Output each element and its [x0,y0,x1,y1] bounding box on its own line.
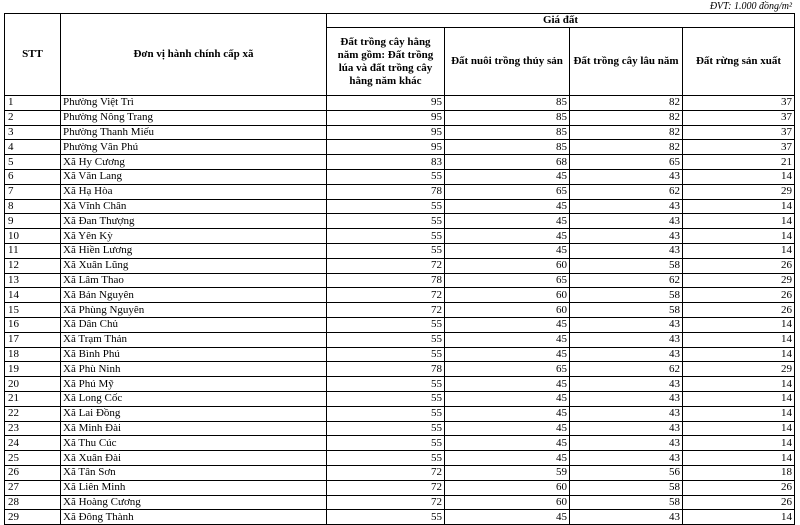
unit-name-cell: Xã Tân Sơn [61,465,327,480]
table-row [5,184,795,199]
perennial-price-cell: 58 [570,480,683,495]
forest-price-cell: 37 [683,125,795,140]
forest-price-cell: 18 [683,465,795,480]
unit-name-cell: Xã Trạm Thản [61,332,327,347]
perennial-price-cell: 43 [570,421,683,436]
unit-name-cell: Xã Văn Lang [61,169,327,184]
annual-crop-price-cell: 55 [327,332,445,347]
header-stt: STT [5,14,61,96]
land-price-table [4,13,795,525]
forest-price-cell: 21 [683,155,795,170]
perennial-price-cell: 43 [570,391,683,406]
aquaculture-price-cell: 45 [445,436,570,451]
perennial-price-cell: 43 [570,229,683,244]
stt-cell: 18 [5,347,61,362]
aquaculture-price-cell: 60 [445,480,570,495]
forest-price-cell: 26 [683,480,795,495]
forest-price-cell: 14 [683,243,795,258]
header-annual-crop: Đất trồng cây hằng năm gồm: Đất trồng lúa và đất trồng cây hằng năm khác [327,28,445,96]
perennial-price-cell: 43 [570,332,683,347]
stt-cell: 29 [5,510,61,525]
table-row [5,303,795,318]
aquaculture-price-cell: 45 [445,332,570,347]
perennial-price-cell: 82 [570,125,683,140]
unit-name-cell: Xã Dân Chủ [61,317,327,332]
table-row [5,155,795,170]
aquaculture-price-cell: 60 [445,288,570,303]
stt-cell: 9 [5,214,61,229]
aquaculture-price-cell: 45 [445,391,570,406]
perennial-price-cell: 43 [570,243,683,258]
stt-cell: 8 [5,199,61,214]
annual-crop-price-cell: 55 [327,347,445,362]
unit-name-cell: Xã Lâm Thao [61,273,327,288]
perennial-price-cell: 82 [570,110,683,125]
annual-crop-price-cell: 95 [327,125,445,140]
table-row [5,421,795,436]
forest-price-cell: 14 [683,229,795,244]
aquaculture-price-cell: 45 [445,317,570,332]
aquaculture-price-cell: 65 [445,184,570,199]
stt-cell: 28 [5,495,61,510]
annual-crop-price-cell: 72 [327,465,445,480]
forest-price-cell: 14 [683,317,795,332]
unit-name-cell: Xã Minh Đài [61,421,327,436]
table-row [5,510,795,525]
unit-name-cell: Xã Xuân Đài [61,451,327,466]
aquaculture-price-cell: 60 [445,495,570,510]
forest-price-cell: 14 [683,377,795,392]
aquaculture-price-cell: 45 [445,406,570,421]
aquaculture-price-cell: 45 [445,421,570,436]
perennial-price-cell: 82 [570,96,683,111]
aquaculture-price-cell: 45 [445,169,570,184]
perennial-price-cell: 43 [570,347,683,362]
table-row [5,258,795,273]
annual-crop-price-cell: 55 [327,436,445,451]
forest-price-cell: 37 [683,96,795,111]
aquaculture-price-cell: 59 [445,465,570,480]
unit-name-cell: Xã Yên Kỳ [61,229,327,244]
stt-cell: 11 [5,243,61,258]
annual-crop-price-cell: 55 [327,406,445,421]
aquaculture-price-cell: 85 [445,125,570,140]
header-aquaculture: Đất nuôi trồng thủy sản [445,28,570,96]
stt-cell: 3 [5,125,61,140]
annual-crop-price-cell: 55 [327,229,445,244]
forest-price-cell: 37 [683,140,795,155]
unit-name-cell: Xã Vĩnh Chân [61,199,327,214]
annual-crop-price-cell: 55 [327,391,445,406]
stt-cell: 5 [5,155,61,170]
aquaculture-price-cell: 45 [445,199,570,214]
table-row [5,317,795,332]
stt-cell: 4 [5,140,61,155]
forest-price-cell: 14 [683,214,795,229]
unit-name-cell: Xã Phùng Nguyên [61,303,327,318]
table-row [5,495,795,510]
aquaculture-price-cell: 45 [445,347,570,362]
table-row [5,125,795,140]
forest-price-cell: 29 [683,184,795,199]
forest-price-cell: 26 [683,303,795,318]
aquaculture-price-cell: 68 [445,155,570,170]
perennial-price-cell: 43 [570,436,683,451]
annual-crop-price-cell: 55 [327,169,445,184]
stt-cell: 1 [5,96,61,111]
perennial-price-cell: 58 [570,288,683,303]
stt-cell: 23 [5,421,61,436]
table-row [5,243,795,258]
stt-cell: 7 [5,184,61,199]
annual-crop-price-cell: 55 [327,317,445,332]
stt-cell: 14 [5,288,61,303]
perennial-price-cell: 43 [570,451,683,466]
forest-price-cell: 26 [683,258,795,273]
table-row [5,406,795,421]
stt-cell: 21 [5,391,61,406]
forest-price-cell: 14 [683,451,795,466]
perennial-price-cell: 43 [570,510,683,525]
forest-price-cell: 14 [683,436,795,451]
perennial-price-cell: 43 [570,199,683,214]
aquaculture-price-cell: 65 [445,362,570,377]
unit-name-cell: Phường Vân Phú [61,140,327,155]
perennial-price-cell: 62 [570,362,683,377]
unit-name-cell: Xã Phú Mỹ [61,377,327,392]
annual-crop-price-cell: 55 [327,421,445,436]
stt-cell: 10 [5,229,61,244]
table-row [5,288,795,303]
header-forest: Đất rừng sản xuất [683,28,795,96]
perennial-price-cell: 58 [570,495,683,510]
perennial-price-cell: 43 [570,214,683,229]
table-row [5,347,795,362]
table-row [5,465,795,480]
unit-name-cell: Xã Liên Minh [61,480,327,495]
forest-price-cell: 14 [683,199,795,214]
header-unit: Đơn vị hành chính cấp xã [61,14,327,96]
unit-name-cell: Xã Bản Nguyên [61,288,327,303]
table-row [5,169,795,184]
annual-crop-price-cell: 55 [327,377,445,392]
header-perennial: Đất trồng cây lâu năm [570,28,683,96]
unit-name-cell: Phường Việt Trì [61,96,327,111]
table-row [5,480,795,495]
annual-crop-price-cell: 72 [327,258,445,273]
perennial-price-cell: 58 [570,303,683,318]
unit-name-cell: Xã Phù Ninh [61,362,327,377]
perennial-price-cell: 62 [570,273,683,288]
forest-price-cell: 29 [683,362,795,377]
stt-cell: 25 [5,451,61,466]
aquaculture-price-cell: 60 [445,258,570,273]
annual-crop-price-cell: 78 [327,273,445,288]
annual-crop-price-cell: 72 [327,303,445,318]
perennial-price-cell: 82 [570,140,683,155]
annual-crop-price-cell: 55 [327,214,445,229]
stt-cell: 19 [5,362,61,377]
forest-price-cell: 26 [683,288,795,303]
table-row [5,377,795,392]
unit-name-cell: Xã Đông Thành [61,510,327,525]
table-row [5,199,795,214]
annual-crop-price-cell: 72 [327,480,445,495]
table-row [5,214,795,229]
perennial-price-cell: 43 [570,406,683,421]
aquaculture-price-cell: 45 [445,214,570,229]
forest-price-cell: 14 [683,391,795,406]
perennial-price-cell: 43 [570,169,683,184]
stt-cell: 26 [5,465,61,480]
aquaculture-price-cell: 45 [445,229,570,244]
perennial-price-cell: 56 [570,465,683,480]
annual-crop-price-cell: 95 [327,140,445,155]
stt-cell: 22 [5,406,61,421]
annual-crop-price-cell: 55 [327,243,445,258]
perennial-price-cell: 58 [570,258,683,273]
forest-price-cell: 37 [683,110,795,125]
stt-cell: 16 [5,317,61,332]
annual-crop-price-cell: 83 [327,155,445,170]
forest-price-cell: 29 [683,273,795,288]
annual-crop-price-cell: 72 [327,495,445,510]
unit-name-cell: Xã Lai Đồng [61,406,327,421]
forest-price-cell: 14 [683,169,795,184]
header-price-group: Giá đất [327,14,795,28]
forest-price-cell: 14 [683,421,795,436]
stt-cell: 20 [5,377,61,392]
table-row [5,451,795,466]
unit-name-cell: Xã Đan Thượng [61,214,327,229]
forest-price-cell: 26 [683,495,795,510]
table-row [5,436,795,451]
annual-crop-price-cell: 55 [327,510,445,525]
perennial-price-cell: 62 [570,184,683,199]
table-row [5,362,795,377]
annual-crop-price-cell: 55 [327,199,445,214]
forest-price-cell: 14 [683,347,795,362]
annual-crop-price-cell: 78 [327,184,445,199]
table-row [5,229,795,244]
unit-name-cell: Xã Hy Cương [61,155,327,170]
unit-name-cell: Xã Bình Phú [61,347,327,362]
unit-name-cell: Phường Thanh Miếu [61,125,327,140]
stt-cell: 12 [5,258,61,273]
stt-cell: 15 [5,303,61,318]
aquaculture-price-cell: 85 [445,140,570,155]
unit-name-cell: Xã Hiền Lương [61,243,327,258]
aquaculture-price-cell: 60 [445,303,570,318]
perennial-price-cell: 43 [570,377,683,392]
forest-price-cell: 14 [683,406,795,421]
unit-name-cell: Phường Nông Trang [61,110,327,125]
unit-name-cell: Xã Long Cốc [61,391,327,406]
table-row [5,140,795,155]
stt-cell: 2 [5,110,61,125]
aquaculture-price-cell: 45 [445,377,570,392]
stt-cell: 24 [5,436,61,451]
unit-name-cell: Xã Xuân Lũng [61,258,327,273]
stt-cell: 17 [5,332,61,347]
stt-cell: 27 [5,480,61,495]
unit-note: ĐVT: 1.000 đồng/m² [709,1,792,12]
annual-crop-price-cell: 72 [327,288,445,303]
perennial-price-cell: 65 [570,155,683,170]
aquaculture-price-cell: 45 [445,451,570,466]
annual-crop-price-cell: 95 [327,110,445,125]
forest-price-cell: 14 [683,332,795,347]
table-row [5,273,795,288]
aquaculture-price-cell: 45 [445,243,570,258]
stt-cell: 13 [5,273,61,288]
annual-crop-price-cell: 55 [327,451,445,466]
annual-crop-price-cell: 78 [327,362,445,377]
aquaculture-price-cell: 85 [445,110,570,125]
table-row [5,110,795,125]
aquaculture-price-cell: 65 [445,273,570,288]
table-row [5,332,795,347]
table-row [5,96,795,111]
aquaculture-price-cell: 45 [445,510,570,525]
annual-crop-price-cell: 95 [327,96,445,111]
forest-price-cell: 14 [683,510,795,525]
unit-name-cell: Xã Hạ Hòa [61,184,327,199]
table-row [5,391,795,406]
aquaculture-price-cell: 85 [445,96,570,111]
unit-name-cell: Xã Hoàng Cương [61,495,327,510]
stt-cell: 6 [5,169,61,184]
unit-name-cell: Xã Thu Cúc [61,436,327,451]
perennial-price-cell: 43 [570,317,683,332]
